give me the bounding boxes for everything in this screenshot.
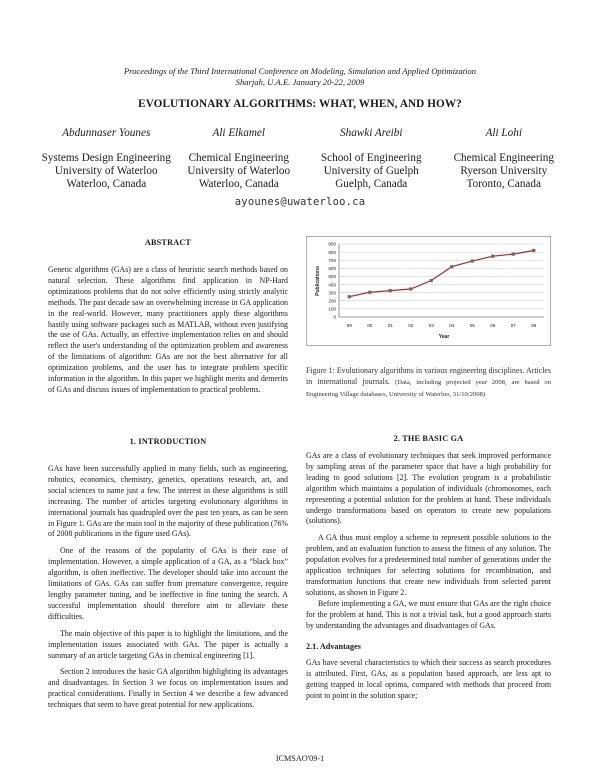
author-3 [305,126,438,192]
ga-paragraph-1: GAs are a class of evolutionary techniques that seek improved performance by sampling areas of the parameter space that have a high probability for leading to good solutions [2]. The evolution program is a probabilistic algorithm which maintains a population of individuals (chromosomes, each representing a potential solution for the problem at hand. These individuals undergo transformations based on operators to create new populations (solutions). [306,451,551,526]
data-point [409,287,412,290]
data-point [430,279,433,282]
data-point [348,295,351,298]
author-location: Waterloo, Canada [198,178,279,191]
author-univ: University of Waterloo [54,165,158,178]
y-tick-label: 600 [328,266,336,272]
section-1-heading: 1. INTRODUCTION [129,437,207,446]
x-tick-label: 02 [408,323,414,328]
author-location: Toronto, Canada [466,178,541,191]
y-tick-label: 500 [328,274,336,280]
data-point [532,249,535,252]
author-name: Ali Lohi [485,127,522,139]
y-tick-label: 800 [328,249,336,255]
y-tick-label: 400 [328,282,336,288]
data-point [389,289,392,292]
figure-caption [306,365,551,400]
author-block [40,126,570,192]
intro-paragraph-4: Section 2 introduces the basic GA algorithm highlighting its advantages and disadvantages. In Section 3 we focus on implementation issues and practical considerations. Finally in Section 4 we describe a few advanced techniques that seem to have great potential for new applications. [48,667,288,710]
ga-paragraph-2: A GA thus must employ a scheme to represent possible solutions to the problem, and an evaluation function to assess the fitness of any solution. The population evolves for a predetermined total number of generations under the application techniques for selecting solutions for recombination, and transformation functions that create new individuals from selected parent solutions, as shown in Figure 2. [306,533,551,597]
x-tick-label: 01 [387,323,393,328]
author-dept: School of Engineering [320,152,422,164]
x-tick-label: 05 [469,323,475,328]
x-tick-label: 04 [449,323,455,328]
author-dept: Chemical Engineering [188,152,289,164]
y-tick-label: 700 [328,257,336,263]
proceedings-line-2: Sharjah, U.A.E. January 20-22, 2009 [235,77,365,87]
x-axis-label: Year [438,334,450,340]
x-tick-label: 00 [367,323,373,328]
author-dept: Chemical Engineering [453,152,554,164]
y-tick-label: 900 [328,241,336,247]
y-tick-label: 100 [328,306,336,312]
x-tick-label: 06 [490,323,496,328]
abstract-paragraph: Genetic algorithms (GAs) are a class of heuristic search methods based on natural selection. These algorithms find application in NP-Hard optimizations problems that do not solve efficiently using strictly analytic methods. The past decade saw an overwhelming increase in GA application in the real-world. However, many practitioners apply these algorithms hastily using software packages such as MATLAB, without even justifying the use of GAs. Actually, an effective implementation relies on and should reflect the user's understanding of the optimization problem and awareness of the limitations of algorithm: GAs are not the best alternative for all optimization problems, and the user has to integrate problem specific information in the algorithm. In this paper we highlight merits and demerits of GAs and discuss issues of implementation to practical problems. [48,265,288,394]
y-tick-label: 300 [328,290,336,296]
basic-ga-body [306,451,551,702]
introduction-body [48,464,288,711]
proceedings-line-1: Proceedings of the Third International Conference on Modeling, Simulation and Applied Optimization [123,66,477,76]
y-axis-label: Publications [315,266,321,296]
x-tick-label: 08 [531,323,537,328]
figure-1 [306,236,551,346]
data-point [450,265,453,268]
ga-paragraph-3: Before implementing a GA, we must ensure that GAs are the right choice for the problem at hand. This is not a trivial task, but a good approach starts by understanding the advantages and disadvantages of GAs. [306,598,551,630]
y-tick-label: 200 [328,298,336,304]
x-tick-label: 99 [346,323,352,328]
author-4 [438,126,571,192]
data-point [512,253,515,256]
publications-chart [306,236,551,346]
author-location: Waterloo, Canada [66,178,147,191]
x-tick-label: 03 [428,323,434,328]
author-univ: University of Waterloo [187,165,291,178]
paper-title: EVOLUTIONARY ALGORITHMS: WHAT, WHEN, AND HOW? [138,98,462,110]
caption-note: (Data, including projected year 2008, are based on Engineering Village databases, University of Waterloo, 31/10/2008) [306,379,551,398]
contact-email[interactable]: ayounes@uwaterloo.ca [234,196,366,208]
abstract-text [48,265,288,396]
data-point [471,259,474,262]
author-dept: Systems Design Engineering [41,152,171,164]
page-footer: ICMSAO'09-1 [275,754,325,763]
data-point [368,291,371,294]
author-name: Abdunnaser Younes [62,127,151,139]
intro-paragraph-1: GAs have been successfully applied in many fields, such as engineering, robotics, economics, chemistry, genetics, operations research, art, and social sciences to name just a few. The interest in these algorithms is still increasing. The number of articles targeting evolutionary algorithms in international journals has quadrupled over the past ten years, as can be seen in Figure 1. GAs are the main tool in the majority of these publication (76% of 2008 publications in the figure used GAs). [48,464,288,539]
section-2-heading: 2. THE BASIC GA [393,434,464,443]
y-tick-label: 0 [333,314,336,320]
author-2 [173,126,306,192]
author-name: Ali Elkamel [212,127,265,139]
intro-paragraph-3: The main objective of this paper is to highlight the limitations, and the implementation issues associated with GAs. The paper is actually a summary of an article targeting GAs in chemical engineering [1]. [48,628,288,660]
intro-paragraph-2: One of the reasons of the popularity of GAs is their ease of implementation. However, a simple application of a GA, as a “black box” algorithm, is often ineffective. The developer should take into account the limitations of GAs. GAs can suffer from premature convergence, require lengthy parameter tuning, and be ineffective in fine tuning the search. A successful implementation should therefore aim to alleviate these difficulties. [48,546,288,621]
author-location: Guelph, Canada [335,178,408,191]
x-tick-label: 07 [510,323,516,328]
subsection-2-1-heading: 2.1. Advantages [306,641,361,651]
caption-main: Figure 1: Evolutionary algorithms in various engineering disciplines. Articles in international journals. [306,366,551,386]
author-univ: University of Guelph [323,165,419,178]
author-univ: Ryerson University [460,165,548,178]
data-point [491,255,494,258]
author-name: Shawki Areibi [340,127,403,139]
abstract-heading: ABSTRACT [144,238,192,247]
author-1 [40,126,173,192]
advantages-paragraph: GAs have several characteristics to which their success as search procedures is attributed. First, GAs, as a population based approach, are less apt to getting trapped in local optima, compared with methods that proceed from point to point in the solution space; [306,658,551,701]
